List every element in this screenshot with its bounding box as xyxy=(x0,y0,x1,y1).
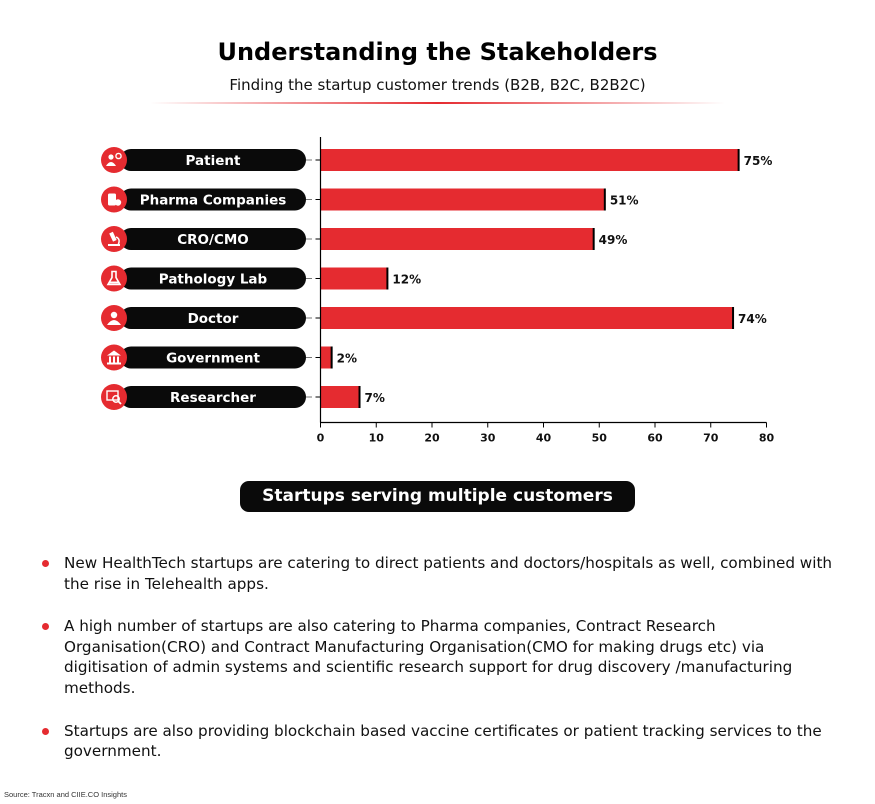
data-label: 7% xyxy=(364,391,385,405)
x-tick-label: 30 xyxy=(480,431,496,445)
bullet-dot-icon xyxy=(42,560,49,567)
category-label: Government xyxy=(166,350,260,367)
bullet-item xyxy=(38,553,838,594)
bar xyxy=(321,189,605,211)
bar xyxy=(321,307,734,329)
bar xyxy=(321,386,360,408)
data-label: 49% xyxy=(598,233,628,247)
bar xyxy=(321,228,594,250)
data-label: 2% xyxy=(336,351,358,366)
x-tick-label: 20 xyxy=(424,431,440,445)
category-icon-badge xyxy=(101,266,127,292)
category-label: Doctor xyxy=(187,311,239,327)
x-tick-label: 50 xyxy=(591,431,607,445)
data-label: 74% xyxy=(738,312,767,326)
bullet-list xyxy=(38,553,838,784)
category-label: Pathology Lab xyxy=(158,271,268,288)
x-tick-label: 10 xyxy=(368,431,384,445)
category-icon-badge xyxy=(101,147,127,173)
category-label: CRO/CMO xyxy=(177,232,249,248)
category-label: Pharma Companies xyxy=(139,192,287,209)
page-subtitle: Finding the startup customer trends (B2B, B2C, B2B2C) xyxy=(229,76,646,94)
page-title: Understanding the Stakeholders xyxy=(217,38,658,66)
bullet-item xyxy=(38,616,838,698)
section-heading: Startups serving multiple customers xyxy=(240,481,635,512)
data-label: 51% xyxy=(609,193,639,208)
x-tick-label: 60 xyxy=(647,431,663,445)
x-tick-label: 80 xyxy=(758,431,775,445)
bar xyxy=(321,347,332,369)
x-tick-label: 0 xyxy=(316,431,325,445)
bullet-dot-icon xyxy=(42,623,49,630)
category-label: Researcher xyxy=(170,390,256,406)
x-tick-label: 70 xyxy=(703,431,719,445)
source-note: Source: Tracxn and CIIE.CO Insights xyxy=(4,790,127,799)
data-label: 12% xyxy=(392,272,422,287)
category-label: Patient xyxy=(185,153,241,169)
bullet-text: Startups are also providing blockchain based vaccine certificates or patient tracking services to the government. xyxy=(64,721,822,761)
bar xyxy=(321,268,388,290)
bullet-item xyxy=(38,721,838,762)
bullet-text: New HealthTech startups are catering to direct patients and doctors/hospitals as well, combined with the rise in Telehealth apps. xyxy=(64,554,833,593)
bar xyxy=(321,149,739,171)
x-tick-label: 40 xyxy=(535,431,552,445)
data-label: 75% xyxy=(743,154,773,168)
bullet-text: A high number of startups are also catering to Pharma companies, Contract Research Organisation(CRO) and Contract Manufacturing Organisation(CMO for making drugs etc) via digitisation of admin systems and scientific research support for drug discovery /manufacturing methods. xyxy=(64,617,793,697)
bullet-dot-icon xyxy=(42,728,49,735)
